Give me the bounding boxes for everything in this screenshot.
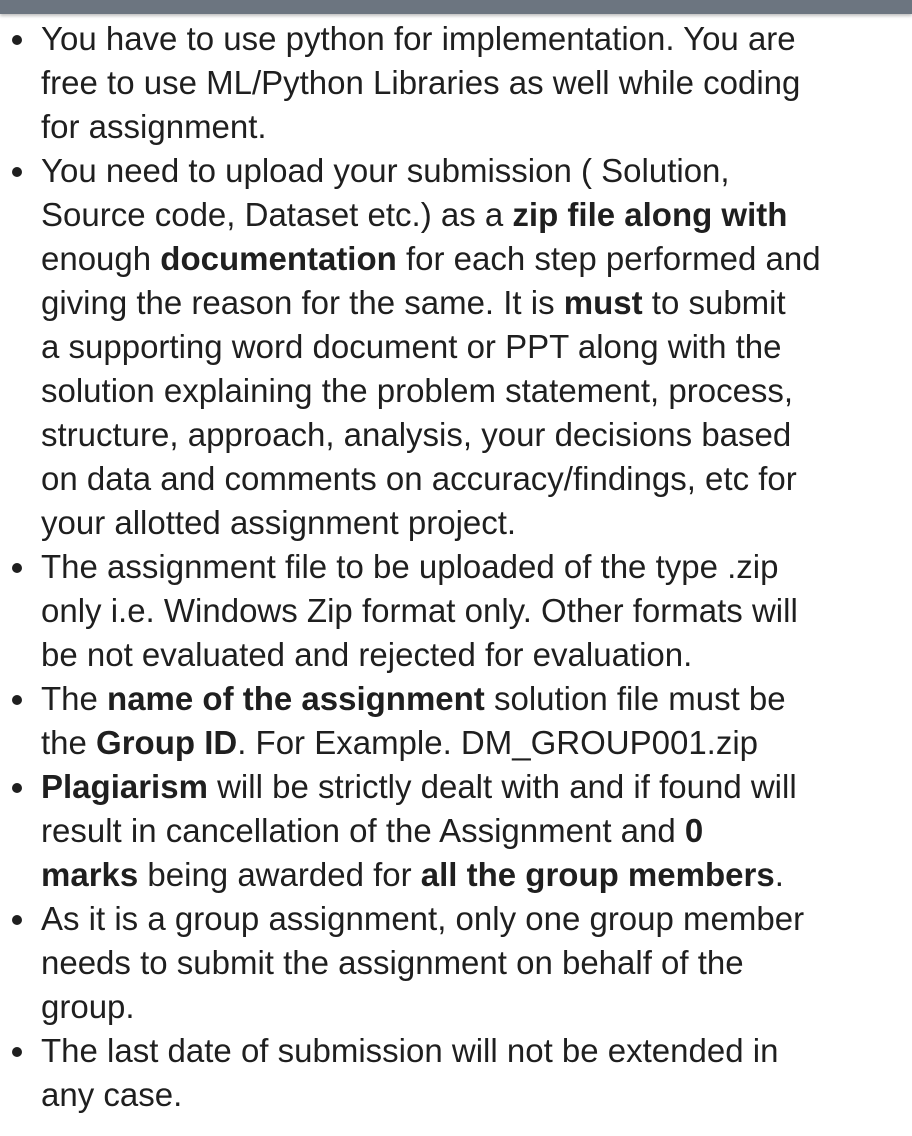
- text-line: [41, 149, 912, 193]
- text-line: [41, 633, 912, 677]
- list-item: [0, 17, 912, 149]
- text-line: [41, 281, 912, 325]
- text-segment: .: [774, 856, 784, 893]
- text-segment: The assignment file to be uploaded of the type .zip: [41, 548, 779, 585]
- bold-text: marks: [41, 856, 139, 893]
- text-segment: Source code, Dataset etc.) as a: [41, 196, 513, 233]
- bold-text: documentation: [160, 240, 397, 277]
- text-line: [41, 589, 912, 633]
- instructions-list: [0, 17, 912, 1117]
- list-item: [0, 765, 912, 897]
- bold-text: zip file along with: [512, 196, 788, 233]
- text-line: [41, 325, 912, 369]
- text-segment: enough: [41, 240, 161, 277]
- bullet-icon: [12, 783, 22, 793]
- list-item: [0, 1029, 912, 1117]
- bullet-icon: [12, 563, 22, 573]
- text-segment: group.: [41, 988, 135, 1025]
- list-item: [0, 149, 912, 545]
- text-line: [41, 941, 912, 985]
- text-segment: giving the reason for the same. It is: [41, 284, 564, 321]
- text-line: [41, 61, 912, 105]
- text-segment: As it is a group assignment, only one group member: [41, 900, 805, 937]
- text-segment: be not evaluated and rejected for evaluation.: [41, 636, 693, 673]
- text-segment: the: [41, 724, 97, 761]
- text-segment: a supporting word document or PPT along with the: [41, 328, 782, 365]
- text-line: [41, 985, 912, 1029]
- text-segment: will be strictly dealt with and if found will: [207, 768, 797, 805]
- text-segment: . For Example. DM_GROUP001.zip: [237, 724, 759, 761]
- text-line: [41, 237, 912, 281]
- text-line: [41, 545, 912, 589]
- text-segment: The: [41, 680, 108, 717]
- text-line: [41, 457, 912, 501]
- bullet-icon: [12, 167, 22, 177]
- bold-text: all the group members: [420, 856, 775, 893]
- bold-text: Plagiarism: [41, 768, 208, 805]
- text-segment: needs to submit the assignment on behalf of the: [41, 944, 744, 981]
- text-segment: The last date of submission will not be extended in: [41, 1032, 779, 1069]
- bullet-icon: [12, 35, 22, 45]
- text-segment: solution file must be: [484, 680, 786, 717]
- text-segment: for each step performed and: [396, 240, 821, 277]
- text-segment: You need to upload your submission ( Solution,: [41, 152, 730, 189]
- bullet-icon: [12, 1047, 22, 1057]
- text-line: [41, 413, 912, 457]
- bold-text: 0: [684, 812, 704, 849]
- text-segment: your allotted assignment project.: [41, 504, 517, 541]
- text-segment: structure, approach, analysis, your decisions based: [41, 416, 792, 453]
- text-line: [41, 369, 912, 413]
- text-line: [41, 501, 912, 545]
- bold-text: name of the assignment: [107, 680, 485, 717]
- text-segment: being awarded for: [138, 856, 421, 893]
- document-body: [0, 17, 912, 1117]
- text-segment: to submit: [642, 284, 786, 321]
- text-segment: solution explaining the problem statement, process,: [41, 372, 794, 409]
- text-segment: any case.: [41, 1076, 183, 1113]
- text-segment: only i.e. Windows Zip format only. Other formats will: [41, 592, 798, 629]
- bold-text: Group ID: [96, 724, 238, 761]
- text-segment: on data and comments on accuracy/findings, etc for: [41, 460, 797, 497]
- text-line: [41, 721, 912, 765]
- text-segment: result in cancellation of the Assignment and: [41, 812, 685, 849]
- text-line: [41, 17, 912, 61]
- bold-text: must: [563, 284, 643, 321]
- list-item: [0, 677, 912, 765]
- bullet-icon: [12, 695, 22, 705]
- text-line: [41, 1073, 912, 1117]
- top-app-bar: [0, 0, 912, 14]
- text-line: [41, 1029, 912, 1073]
- text-segment: free to use ML/Python Libraries as well while coding: [41, 64, 801, 101]
- text-line: [41, 897, 912, 941]
- list-item: [0, 545, 912, 677]
- text-segment: for assignment.: [41, 108, 267, 145]
- text-line: [41, 809, 912, 853]
- text-line: [41, 853, 912, 897]
- bullet-icon: [12, 915, 22, 925]
- text-line: [41, 765, 912, 809]
- text-line: [41, 677, 912, 721]
- text-line: [41, 193, 912, 237]
- text-segment: You have to use python for implementation. You are: [41, 20, 796, 57]
- list-item: [0, 897, 912, 1029]
- text-line: [41, 105, 912, 149]
